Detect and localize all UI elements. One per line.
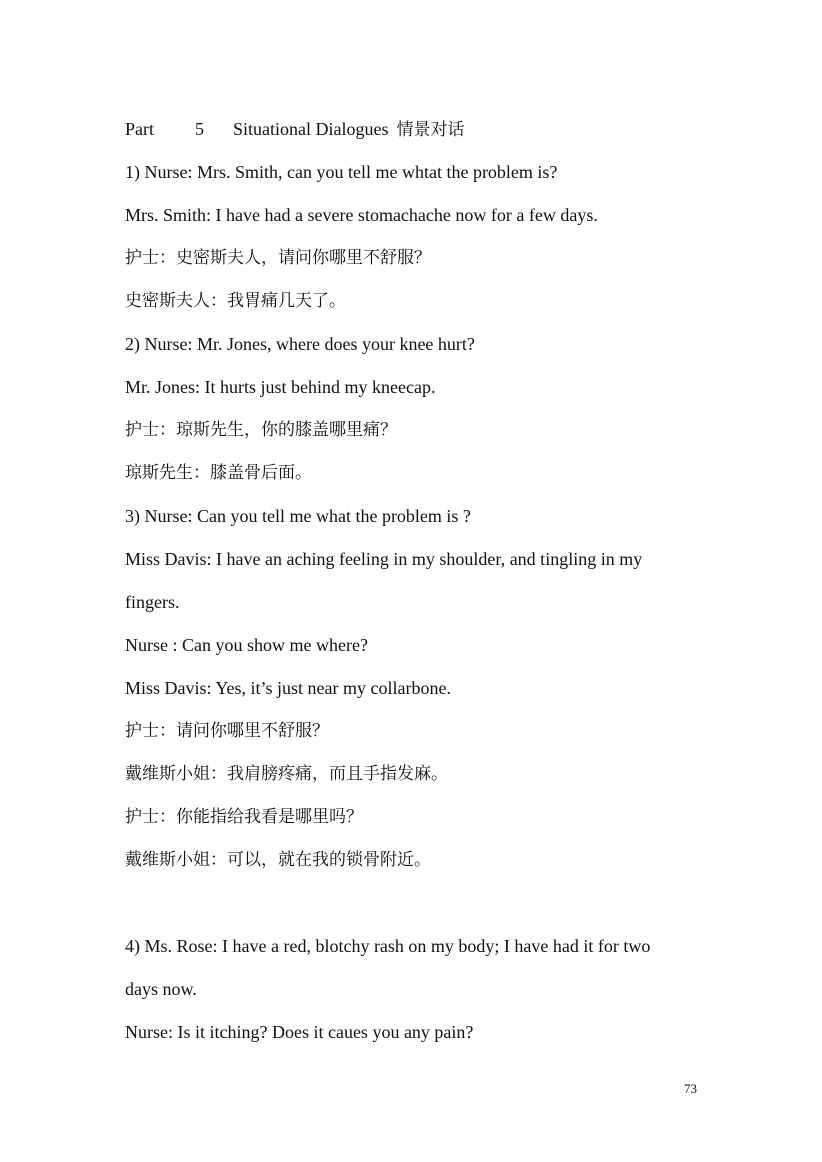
dialogue-line: days now. xyxy=(125,979,197,999)
part-label: Part xyxy=(125,119,154,139)
section-title-english: Situational Dialogues xyxy=(233,119,389,139)
dialogue-line: Mrs. Smith: I have had a severe stomachache now for a few days. xyxy=(125,205,598,225)
dialogue-line-chinese: 护士：你能指给我看是哪里吗？ xyxy=(125,807,363,827)
blank-line xyxy=(125,882,725,925)
dialogue-line: 2) Nurse: Mr. Jones, where does your knee hurt? xyxy=(125,334,475,354)
dialogue-line-chinese: 护士：琼斯先生，你的膝盖哪里痛？ xyxy=(125,420,397,440)
document-body xyxy=(125,108,725,1054)
dialogue-line-chinese: 戴维斯小姐：可以，就在我的锁骨附近。 xyxy=(125,850,431,870)
dialogue-line: Nurse: Is it itching? Does it caues you any pain? xyxy=(125,1022,474,1042)
dialogue-line: Miss Davis: Yes, it’s just near my collarbone. xyxy=(125,678,451,698)
section-heading xyxy=(125,108,725,151)
dialogue-line: 1) Nurse: Mrs. Smith, can you tell me whtat the problem is? xyxy=(125,162,558,182)
dialogue-line: 4) Ms. Rose: I have a red, blotchy rash on my body; I have had it for two xyxy=(125,936,651,956)
dialogue-line: Nurse : Can you show me where? xyxy=(125,635,368,655)
page-number: 73 xyxy=(684,1081,697,1096)
dialogue-line-chinese: 史密斯夫人：我胃痛几天了。 xyxy=(125,291,346,311)
dialogue-line: Mr. Jones: It hurts just behind my kneecap. xyxy=(125,377,436,397)
dialogue-line-chinese: 护士：史密斯夫人，请问你哪里不舒服？ xyxy=(125,248,431,268)
part-number: 5 xyxy=(195,119,204,139)
dialogue-line-chinese: 护士：请问你哪里不舒服？ xyxy=(125,721,329,741)
dialogue-line: fingers. xyxy=(125,592,180,612)
dialogue-line-chinese: 琼斯先生：膝盖骨后面。 xyxy=(125,463,312,483)
section-title-chinese: 情景对话 xyxy=(396,120,465,140)
dialogue-line: Miss Davis: I have an aching feeling in my shoulder, and tingling in my xyxy=(125,549,643,569)
dialogue-line-chinese: 戴维斯小姐：我肩膀疼痛，而且手指发麻。 xyxy=(125,764,448,784)
dialogue-line: 3) Nurse: Can you tell me what the problem is ? xyxy=(125,506,471,526)
